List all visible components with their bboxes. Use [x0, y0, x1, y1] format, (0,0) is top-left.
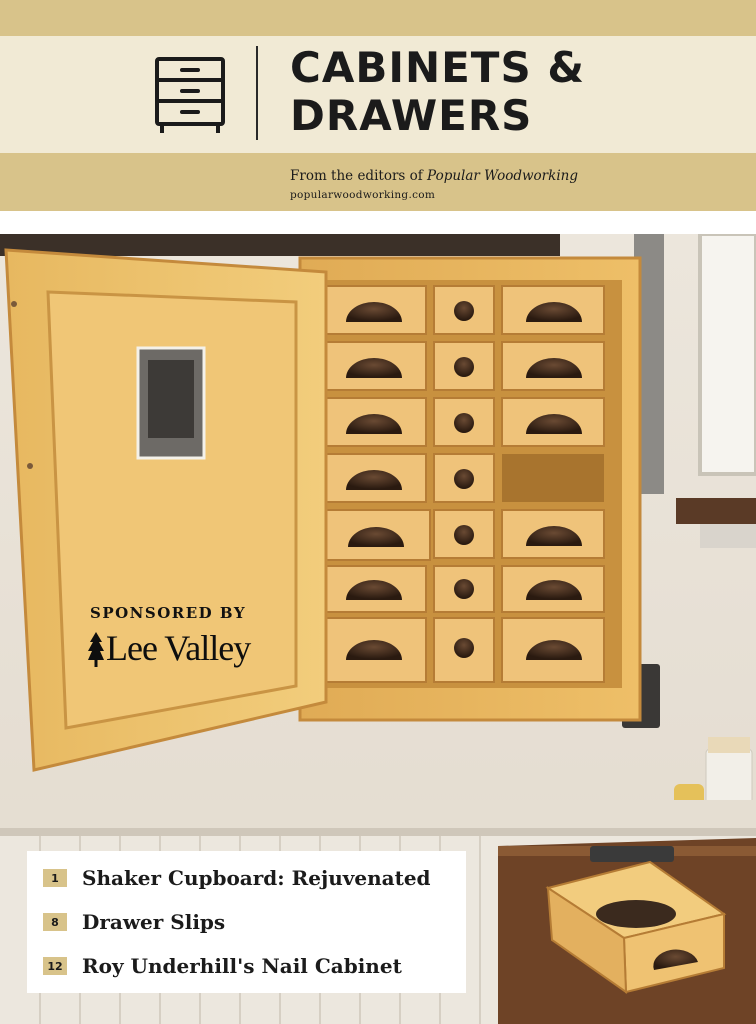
toc-item-nail-cabinet[interactable]: [43, 952, 402, 980]
top-accent-band: [0, 0, 756, 36]
title-line-1: CABINETS &: [290, 43, 585, 92]
toc-article-title: Shaker Cupboard: Rejuvenated: [82, 866, 431, 890]
header-divider: [256, 46, 258, 140]
table-of-contents: [27, 851, 466, 993]
tool-cup-pencils: [708, 737, 750, 753]
drawer-grid: [322, 286, 604, 682]
toc-article-title: Roy Underhill's Nail Cabinet: [82, 954, 402, 978]
wall-rack: [676, 498, 756, 524]
shelf-beam: [0, 234, 560, 256]
publication-name: Popular Woodworking: [427, 168, 578, 184]
wall-rack-pin: [700, 524, 756, 548]
counter-top: [0, 800, 756, 832]
sponsor-logo[interactable]: [88, 624, 250, 668]
toc-item-shaker-cupboard[interactable]: [43, 864, 431, 892]
toc-item-drawer-slips[interactable]: [43, 908, 225, 936]
window: [700, 234, 756, 474]
pine-tree-icon: [88, 632, 104, 668]
toc-page-number: 8: [43, 913, 67, 931]
counter-edge: [0, 828, 756, 836]
website-url[interactable]: popularwoodworking.com: [290, 189, 436, 201]
sponsor-brand-name: Lee Valley: [106, 628, 251, 668]
toc-page-number: 1: [43, 869, 67, 887]
hammer: [590, 846, 674, 862]
subtitle-prefix: From the editors of: [290, 168, 428, 184]
toc-page-number: 12: [43, 957, 67, 975]
title-line-2: DRAWERS: [290, 91, 533, 140]
toc-article-title: Drawer Slips: [82, 910, 226, 934]
sponsor-label: SPONSORED BY: [90, 604, 247, 622]
subtitle: [290, 168, 578, 184]
chest-of-drawers-icon: [152, 56, 228, 136]
page-title: [290, 44, 730, 140]
